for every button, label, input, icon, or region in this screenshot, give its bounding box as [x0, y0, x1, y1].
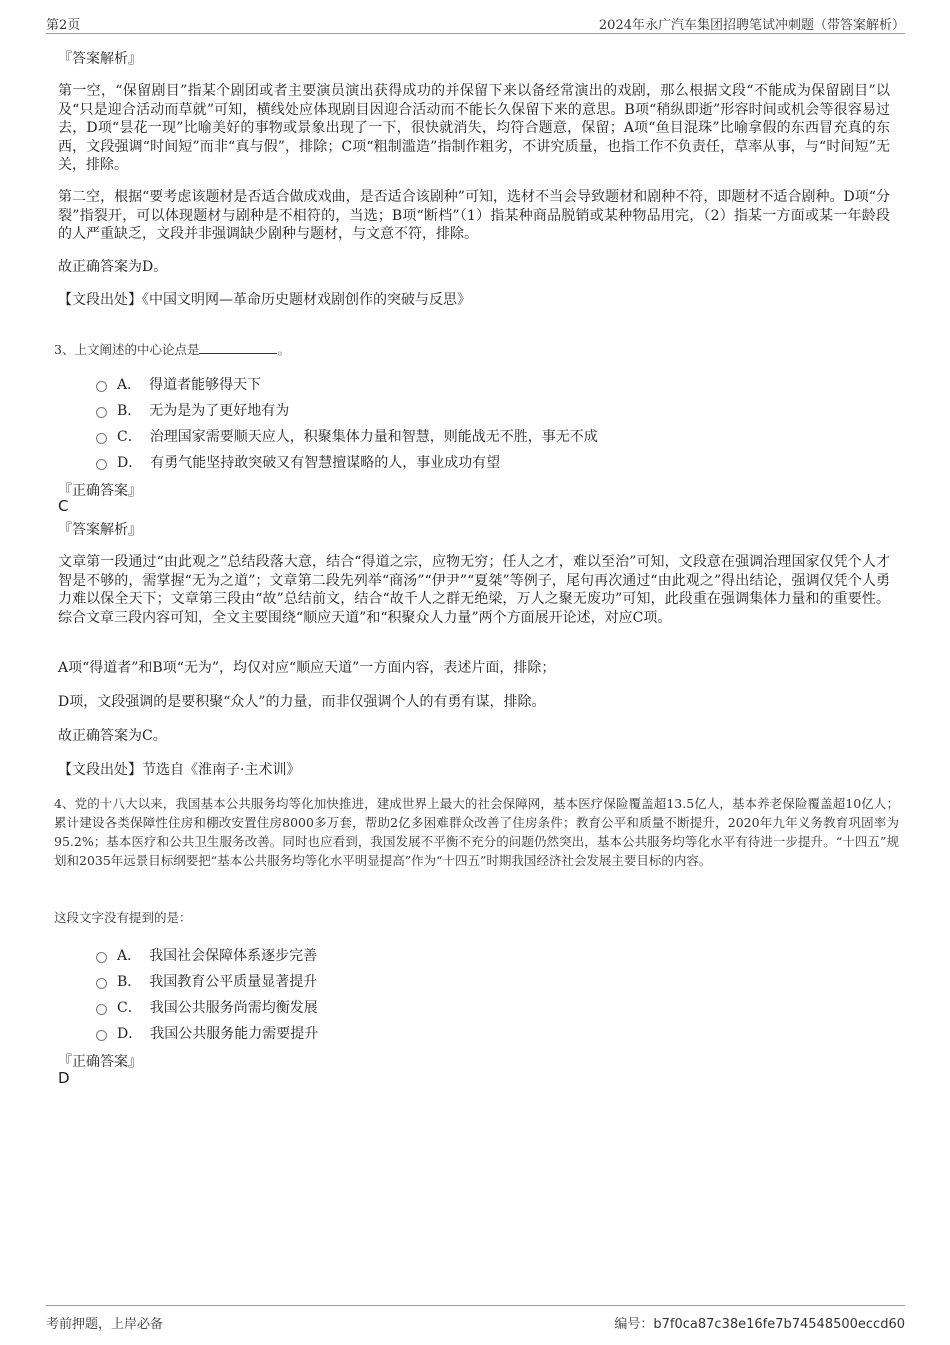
q4-correct-answer: D [58, 1069, 70, 1087]
option-letter: D． [117, 455, 143, 471]
option-letter: A． [117, 948, 142, 964]
option-text: 我国社会保障体系逐步完善 [149, 948, 318, 964]
q3-stem [54, 340, 899, 359]
q3-option-b[interactable] [96, 400, 289, 420]
q4-stem: 4、党的十八大以来，我国基本公共服务均等化加快推进，建成世界上最大的社会保障网，基本医疗保险覆盖超13.5亿人，基本养老保险覆盖超10亿人；累计建设各类保障性住房和棚改安置住房8000多万套，帮助2亿多困难群众改善了住房条件；教育公平和质量不断提升，2020年九年义务教育巩固率为95.2%；基本医疗和公共卫生服务改善。同时也应看到，我国发展不平衡不充分的问题仍然突出，基本公共服务均等化水平有待进一步提升。“十四五”规划和2035年远景目标纲要把“基本公共服务均等化水平明显提高”作为“十四五”时期我国经济社会发展主要目标的内容。 [54, 796, 899, 868]
q3-analysis-label: 『答案解析』 [58, 522, 142, 538]
q4-option-a[interactable] [96, 945, 317, 965]
radio-icon[interactable] [96, 433, 107, 444]
option-letter: D． [117, 1026, 143, 1042]
document-code-value: b7f0ca87c38e16fe7b74548500eccd60 [653, 1317, 905, 1332]
q3-conclusion: 故正确答案为C。 [58, 728, 167, 744]
q4-option-c[interactable] [96, 997, 318, 1017]
option-text: 治理国家需要顺天应人，积聚集体力量和智慧，则能战无不胜，事无不成 [149, 429, 598, 445]
document-code-label: 编号： [614, 1317, 654, 1332]
q3-stem-text: 3、上文阐述的中心论点是 [54, 342, 200, 357]
radio-icon[interactable] [96, 978, 107, 989]
option-text: 我国公共服务尚需均衡发展 [149, 1000, 318, 1016]
q3-analysis-paragraph-3: D项，文段强调的是要积聚“众人”的力量，而非仅强调个人的有勇有谋，排除。 [58, 694, 546, 710]
option-text: 无为是为了更好地有为 [149, 403, 290, 419]
option-text: 我国公共服务能力需要提升 [150, 1026, 319, 1042]
q3-analysis-paragraph-2: A项“得道者”和B项“无为”，均仅对应“顺应天道”一方面内容，表述片面，排除； [58, 660, 556, 676]
q2-analysis-paragraph-1: 第一空，“保留剧目”指某个剧团或者主要演员演出获得成功的并保留下来以备经常演出的戏剧，那么根据文段“不能成为保留剧目”以及“只是迎合活动而草就”可知，横线处应体现剧目因迎合活动而不能长久保留下来的意思。B项“稍纵即逝”形容时间或机会等很容易过去，D项“昙花一现”比喻美好的事物或景象出现了一下，很快就消失，均符合题意，保留；A项“鱼目混珠”比喻拿假的东西冒充真的东西，文段强调“时间短”而非“真与假”，排除；C项“粗制滥造”指制作粗劣，不讲究质量，也指工作不负责任，草率从事，与“时间短”无关，排除。 [58, 83, 890, 173]
q3-source: 【文段出处】节选自《淮南子·主术训》 [58, 762, 301, 778]
radio-icon[interactable] [96, 407, 107, 418]
q3-option-c[interactable] [96, 426, 598, 446]
option-letter: A． [117, 377, 142, 393]
q4-correct-label: 『正确答案』 [58, 1054, 142, 1070]
option-letter: C． [117, 1000, 142, 1016]
q2-analysis-label: 『答案解析』 [58, 51, 142, 67]
q3-correct-label: 『正确答案』 [58, 483, 142, 499]
q3-stem-end: 。 [277, 342, 290, 357]
page-number: 第2页 [46, 18, 81, 33]
q3-option-a[interactable] [96, 374, 261, 394]
q4-prompt: 这段文字没有提到的是： [54, 910, 192, 925]
option-letter: B． [117, 403, 142, 419]
radio-icon[interactable] [96, 1030, 107, 1041]
q3-analysis-paragraph-1: 文章第一段通过“由此观之”总结段落大意，结合“得道之宗，应物无穷；任人之才，难以至治”可知，文段意在强调治理国家仅凭个人才智是不够的，需掌握“无为之道”；文章第二段先列举“商汤”“伊尹”“夏桀”等例子，尾句再次通过“由此观之”得出结论，强调仅凭个人勇力难以保全天下；文章第三段由“故”总结前文，结合“故千人之群无绝梁，万人之聚无废功”可知，此段重在强调集体力量和的重要性。综合文章三段内容可知，全文主要围绕“顺应天道”和“积聚众人力量”两个方面展开论述，对应C项。 [58, 554, 890, 626]
radio-icon[interactable] [96, 952, 107, 963]
radio-icon[interactable] [96, 459, 107, 470]
q2-analysis-paragraph-2: 第二空，根据“要考虑该题材是否适合做成戏曲，是否适合该剧种”可知，选材不当会导致题材和剧种不符，即题材不适合剧种。D项“分裂”指裂开，可以体现题材与剧种是不相符的，当选；B项“断档”（1）指某种商品脱销或某种物品用完，（2）指某一方面或某一年龄段的人严重缺乏，文段并非强调缺少剧种与题材，与文意不符，排除。 [58, 189, 890, 242]
option-text: 得道者能够得天下 [149, 377, 262, 393]
option-letter: C． [117, 429, 142, 445]
option-letter: B． [117, 974, 142, 990]
header-divider [46, 33, 905, 34]
q2-source: 【文段出处】《中国文明网—革命历史题材戏剧创作的突破与反思》 [58, 292, 471, 308]
document-title: 2024年永广汽车集团招聘笔试冲刺题（带答案解析） [598, 18, 905, 33]
document-code [614, 1313, 905, 1332]
q4-option-b[interactable] [96, 971, 317, 991]
footer-divider [46, 1305, 905, 1306]
q3-correct-answer: C [58, 497, 69, 515]
option-text: 我国教育公平质量显著提升 [149, 974, 318, 990]
radio-icon[interactable] [96, 1004, 107, 1015]
q2-conclusion: 故正确答案为D。 [58, 259, 168, 275]
footer-slogan: 考前押题，上岸必备 [46, 1317, 164, 1332]
q4-option-d[interactable] [96, 1023, 318, 1043]
answer-blank [199, 341, 277, 354]
q3-option-d[interactable] [96, 452, 500, 472]
option-text: 有勇气能坚持敢突破又有智慧擅谋略的人，事业成功有望 [150, 455, 501, 471]
radio-icon[interactable] [96, 381, 107, 392]
